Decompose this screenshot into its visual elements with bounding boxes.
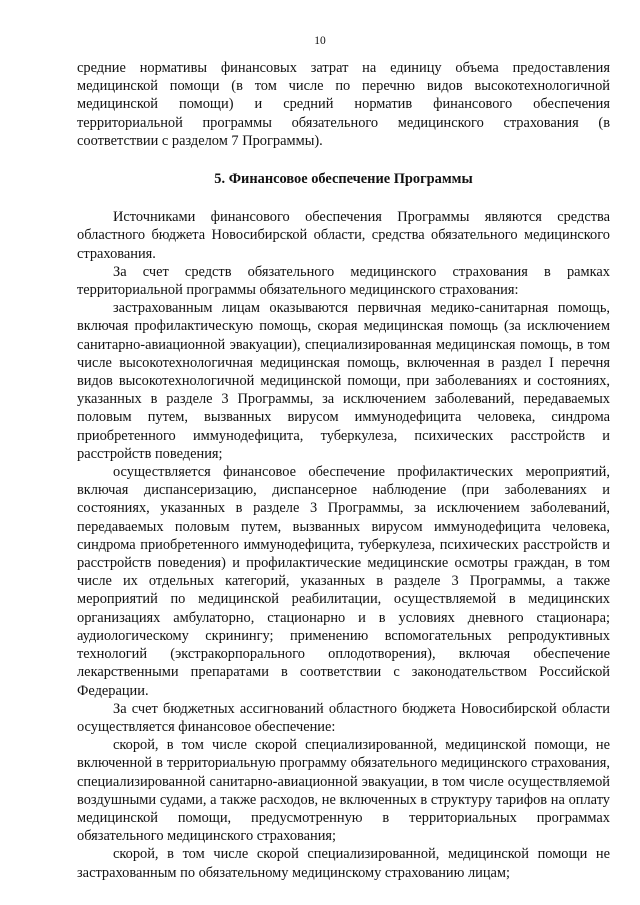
paragraph-uninsured-care: скорой, в том числе скорой специализированной, медицинской помощи не застрахованным по обязательному медицинскому страхованию лицам; xyxy=(77,846,610,881)
paragraph-preventive-measures: осуществляется финансовое обеспечение профилактических мероприятий, включая диспансеризацию, диспансерное наблюдение (при заболеваниях и состояниях, указанных в разделе 3 Программы, за исключением заболеваний, передаваемых половым путем, вызванных вирусом иммунодефицита человека, синдрома приобретенного иммунодефицита, туберкулеза, психических расстройств и расстройств поведения) и профилактические медицинские осмотры граждан, в том числе их отдельных категорий, указанных в разделе 3 Программы, а также мероприятий по медицинской реабилитации, осуществляемой в медицинских организациях амбулаторно, стационарно и в условиях дневного стационара; аудиологическому скринингу; применению вспомогательных репродуктивных технологий (экстракорпорального оплодотворения), включая обеспечение лекарственными препаратами в соответствии с законодательством Российской Федерации. xyxy=(77,464,610,699)
document-body xyxy=(77,59,610,882)
paragraph-oms-funds: За счет средств обязательного медицинского страхования в рамках территориальной программы обязательного медицинского страхования: xyxy=(77,263,610,299)
paragraph-regional-budget: За счет бюджетных ассигнований областного бюджета Новосибирской области осуществляется финансовое обеспечение: xyxy=(77,700,610,735)
section-heading: 5. Финансовое обеспечение Программы xyxy=(214,171,473,188)
paragraph-funding-sources: Источниками финансового обеспечения Программы являются средства областного бюджета Новосибирской области, средства обязательного медицинского страхования. xyxy=(77,209,610,262)
page-number: 10 xyxy=(314,35,326,47)
paragraph-insured-care: застрахованным лицам оказываются первичная медико-санитарная помощь, включая профилактическую помощь, скорая медицинская помощь (за исключением санитарно-авиационной эвакуации), специализированная медицинская помощь, в том числе высокотехнологичная медицинская помощь, включенная в раздел I перечня видов высокотехнологичной медицинской помощи, при заболеваниях и состояниях, указанных в разделе 3 Программы, за исключением заболеваний, передаваемых половым путем, вызванных вирусом иммунодефицита человека, синдрома приобретенного иммунодефицита, туберкулеза, психических расстройств и расстройств поведения; xyxy=(77,300,610,462)
intro-paragraph: средние нормативы финансовых затрат на единицу объема предоставления медицинской помощи (в том числе по перечню видов высокотехнологичной медицинской помощи) и средний норматив финансового обеспечения территориальной программы обязательного медицинского страхования (в соответствии с разделом 7 Программы). xyxy=(77,60,610,149)
paragraph-emergency-care: скорой, в том числе скорой специализированной, медицинской помощи, не включенной в территориальную программу обязательного медицинского страхования, специализированной санитарно-авиационной эвакуации, в том числе осуществляемой воздушными судами, а также расходов, не включенных в структуру тарифов на оплату медицинской помощи, предусмотренную в территориальных программах обязательного медицинского страхования; xyxy=(77,737,610,845)
